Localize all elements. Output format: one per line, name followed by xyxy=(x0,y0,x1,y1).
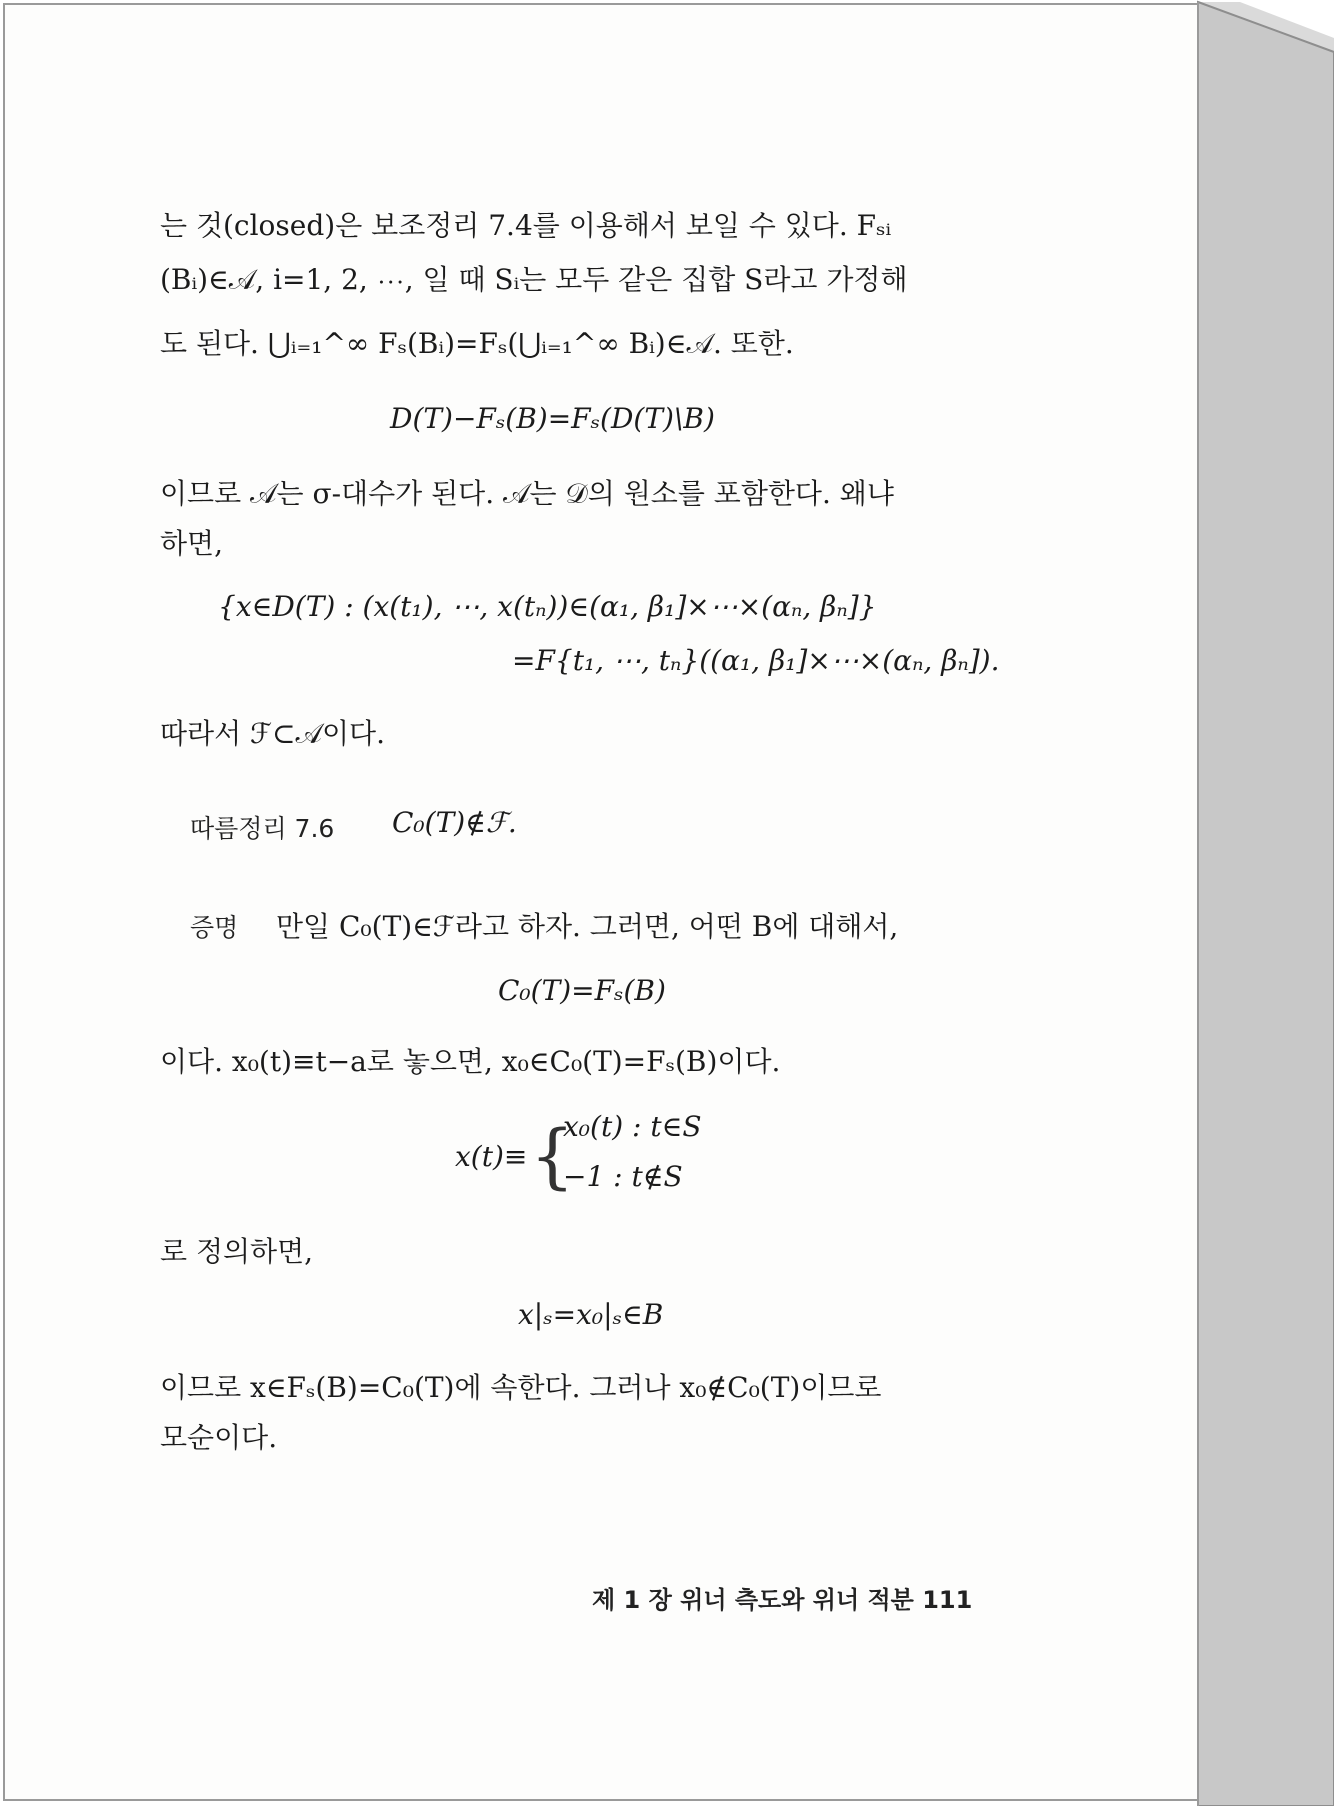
paragraph2-line2: 하면, xyxy=(160,527,223,560)
equation-2-line2: =F{t₁, ⋯, tₙ}((α₁, β₁]×⋯×(αₙ, βₙ]). xyxy=(512,644,1000,677)
equation-4-case2: −1 : t∉S xyxy=(563,1160,683,1193)
cases-brace: { xyxy=(530,1115,575,1197)
paragraph6-line1: 이므로 x∈Fₛ(B)=C₀(T)에 속한다. 그러나 x₀∉C₀(T)이므로 xyxy=(160,1371,882,1404)
equation-1: D(T)−Fₛ(B)=Fₛ(D(T)\B) xyxy=(390,402,715,435)
page-footer: 제 1 장 위너 측도와 위너 적분 111 xyxy=(592,1586,973,1614)
equation-3: C₀(T)=Fₛ(B) xyxy=(498,974,666,1007)
paragraph1-line2: (Bᵢ)∈𝒜, i=1, 2, ⋯, 일 때 Sᵢ는 모두 같은 집합 S라고 가정해 xyxy=(160,263,908,296)
equation-4-lhs: x(t)≡ xyxy=(455,1140,528,1173)
corollary-statement: C₀(T)∉ℱ. xyxy=(392,806,517,839)
proof-label: 증명 xyxy=(190,913,239,942)
equation-5: x|ₛ=x₀|ₛ∈B xyxy=(518,1298,664,1331)
paragraph1-line1: 는 것(closed)은 보조정리 7.4를 이용해서 보일 수 있다. Fₛᵢ xyxy=(160,209,892,242)
paragraph4: 이다. x₀(t)≡t−a로 놓으면, x₀∈C₀(T)=Fₛ(B)이다. xyxy=(160,1045,781,1078)
corollary-label: 따름정리 7.6 xyxy=(190,814,335,843)
paragraph6-line2: 모순이다. xyxy=(160,1421,278,1454)
paragraph1-line3: 도 된다. ⋃ᵢ₌₁^∞ Fₛ(Bᵢ)=Fₛ(⋃ᵢ₌₁^∞ Bᵢ)∈𝒜. 또한. xyxy=(160,327,794,360)
proof-line1: 만일 C₀(T)∈ℱ라고 하자. 그러면, 어떤 B에 대해서, xyxy=(276,910,899,943)
paragraph2-line1: 이므로 𝒜는 σ-대수가 된다. 𝒜는 𝒟의 원소를 포함한다. 왜냐 xyxy=(160,477,894,510)
paragraph5: 로 정의하면, xyxy=(160,1235,314,1268)
paragraph3: 따라서 ℱ⊂𝒜이다. xyxy=(160,717,386,750)
equation-2-line1: {x∈D(T) : (x(t₁), ⋯, x(tₙ))∈(α₁, β₁]×⋯×(αₙ, βₙ]} xyxy=(218,590,877,623)
equation-4-case1: x₀(t) : t∈S xyxy=(563,1110,702,1143)
